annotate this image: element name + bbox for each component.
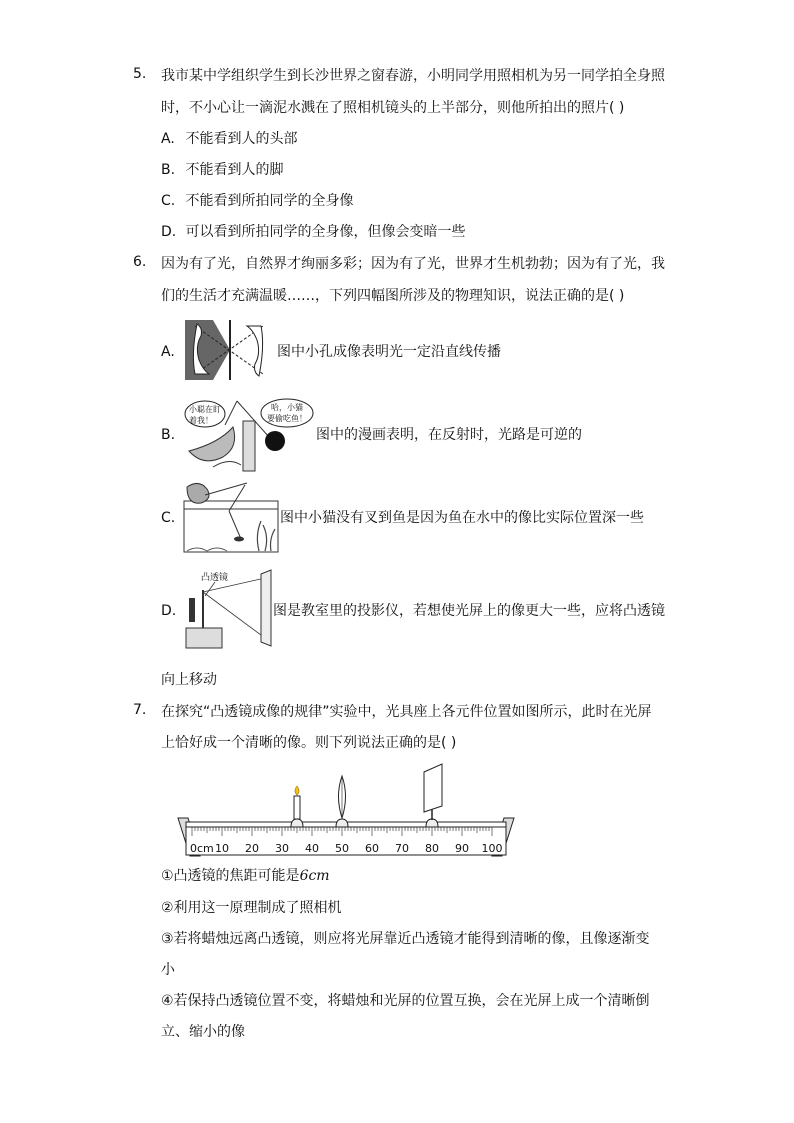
- option-c[interactable]: C. 不能看到所拍同学的全身像: [161, 193, 354, 209]
- candle-stick: [294, 796, 300, 819]
- inverted-image: [247, 326, 263, 376]
- option-d-label[interactable]: D.: [161, 603, 177, 619]
- tick-label: 50: [335, 842, 349, 855]
- bubble-right-line2: 要偷吃鱼！: [267, 414, 307, 423]
- tick-label: 70: [395, 842, 409, 855]
- tick-label: 80: [425, 842, 439, 855]
- projector-figure: [183, 568, 273, 650]
- option-b-text: 图中的漫画表明，在反射时，光路是可逆的: [316, 427, 582, 443]
- convex-lens: [336, 776, 348, 827]
- option-d-text: 图是教室里的投影仪，若想使光屏上的像更大一些，应将凸透镜: [273, 603, 665, 619]
- option-c-label[interactable]: C.: [161, 510, 176, 526]
- tick-label: 20: [245, 842, 259, 855]
- question-text-line: 我市某中学组织学生到长沙世界之窗春游，小明同学用照相机为另一同学拍全身照: [161, 68, 665, 84]
- option-c-text: 图中小猫没有叉到鱼是因为鱼在水中的像比实际位置深一些: [280, 510, 644, 526]
- option-d-continuation: 向上移动: [161, 672, 217, 688]
- holder-base: [336, 819, 348, 827]
- option-a[interactable]: A. 不能看到人的头部: [161, 131, 298, 147]
- option-a-label[interactable]: A.: [161, 344, 175, 360]
- question-number: 5.: [133, 66, 147, 82]
- question-text-line: 们的生活才充满温暖……，下列四幅图所涉及的物理知识，说法正确的是( ): [161, 288, 625, 304]
- statement-3-line2: 小: [161, 962, 175, 978]
- label-pointer: [205, 582, 215, 596]
- question-text-line: 时，不小心让一滴泥水溅在了照相机镜头的上半部分，则他所拍出的照片( ): [161, 100, 625, 116]
- holder-base: [426, 819, 438, 827]
- tick-label: 60: [365, 842, 379, 855]
- question-text-line: 在探究“凸透镜成像的规律”实验中，光具座上各元件位置如图所示，此时在光屏: [161, 704, 652, 720]
- statement-4-line2: 立、缩小的像: [161, 1024, 245, 1040]
- cat: [187, 483, 209, 503]
- question-number: 6.: [133, 254, 147, 270]
- bubble-left-line2: 着我！: [189, 416, 213, 425]
- screen-panel: [424, 764, 442, 812]
- option-b[interactable]: B. 不能看到人的脚: [161, 162, 284, 178]
- cat-spearing-fish-figure: [183, 481, 279, 553]
- tick-label: 10: [215, 842, 229, 855]
- holder-base: [291, 819, 303, 827]
- convex-lens-label: 凸透镜: [201, 573, 229, 583]
- tick-label: 30: [275, 842, 289, 855]
- optical-bench-figure: [170, 762, 522, 858]
- fish: [234, 537, 244, 542]
- statement-4-line1: ④若保持凸透镜位置不变，将蜡烛和光屏的位置互换，会在光屏上成一个清晰倒: [161, 993, 650, 1009]
- statement-1: ①凸透镜的焦距可能是6cm: [161, 868, 330, 884]
- candle-flame: [295, 786, 299, 795]
- cat-body: [189, 427, 235, 461]
- pinhole-figure: [183, 318, 277, 382]
- statement-2: ②利用这一原理制成了照相机: [161, 900, 342, 916]
- projector-box: [186, 628, 222, 648]
- bubble-left-line1: 小聪在盯: [189, 405, 221, 414]
- fish-bone: [213, 461, 241, 467]
- cat-fish-comic: [183, 397, 317, 473]
- focal-length-value: 6cm: [299, 868, 330, 884]
- question-5: [133, 66, 673, 86]
- fish-tank: [243, 421, 255, 471]
- option-d[interactable]: D. 可以看到所拍同学的全身像，但像会变暗一些: [161, 224, 466, 240]
- tick-label: 0cm: [190, 842, 214, 855]
- dark-backdrop: [185, 320, 230, 380]
- question-text-line: 上恰好成一个清晰的像。则下列说法正确的是( ): [161, 735, 457, 751]
- candle: [291, 786, 303, 827]
- mirror-ray-1: [225, 401, 237, 425]
- statement-3-line1: ③若将蜡烛远离凸透镜，则应将光屏靠近凸透镜才能得到清晰的像，且像逐渐变: [161, 931, 650, 947]
- tick-label: 40: [305, 842, 319, 855]
- option-a-text: 图中小孔成像表明光一定沿直线传播: [277, 344, 501, 360]
- light-screen: [424, 764, 442, 827]
- bubble-right-line1: 哈，小猫: [271, 403, 303, 412]
- fork-handle: [205, 483, 247, 495]
- tick-label: 90: [455, 842, 469, 855]
- question-text-line: 因为有了光，自然界才绚丽多彩；因为有了光，世界才生机勃勃；因为有了光，我: [161, 256, 665, 272]
- tick-label: 100: [481, 842, 503, 855]
- question-number: 7.: [133, 702, 147, 718]
- mirror-head: [189, 598, 195, 622]
- option-b-label[interactable]: B.: [161, 427, 176, 443]
- cat-head: [265, 431, 285, 451]
- projection-screen: [261, 570, 271, 646]
